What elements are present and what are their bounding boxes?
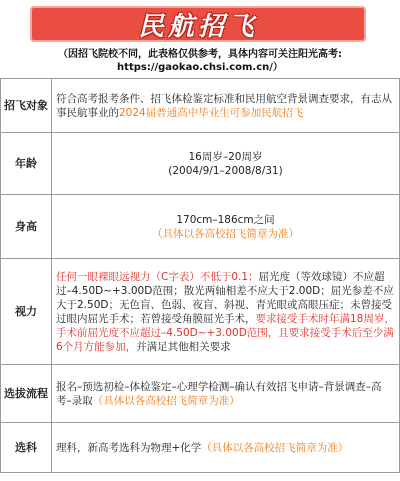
- process-note: （具体以各高校招飞简章为准）: [92, 394, 240, 407]
- value-age: [52, 133, 400, 195]
- label-age: 年龄: [1, 133, 52, 195]
- height-note: （具体以各高校招飞简章为准）: [152, 227, 299, 240]
- table-row-process: [1, 365, 400, 423]
- height-range: 170cm–186cm之间: [176, 213, 275, 226]
- vision-seg-1: 任何一眼裸眼远视力（C字表）不低于0.1；: [56, 270, 259, 283]
- value-subjects: [52, 423, 400, 473]
- label-subjects: 选科: [1, 423, 52, 473]
- vision-seg-3: 要求接受手术时年满18周岁，手术前屈光度不应超过–4.50D~+3.00D范围，且要求接受手术后至少满6个月方能参加，: [56, 312, 395, 353]
- title-banner: [30, 6, 366, 42]
- page-title: 民航招飞: [137, 11, 258, 42]
- label-vision: 视力: [1, 259, 52, 365]
- value-process: [52, 365, 400, 423]
- age-range: 16周岁–20周岁: [188, 150, 263, 163]
- target-highlight: 2024届普通高中毕业生可参加民航招飞: [119, 106, 304, 119]
- value-target: [52, 79, 400, 133]
- subjects-text: 理科，新高考选科为物理+化学: [56, 441, 202, 454]
- notice-link[interactable]: https://gaokao.chsi.com.cn/）: [117, 62, 283, 73]
- label-target: 招飞对象: [1, 79, 52, 133]
- recruitment-table: [0, 78, 400, 473]
- table-row-height: [1, 195, 400, 259]
- target-text: 符合高考报考条件、招飞体检鉴定标准和民用航空背景调查要求，有志从事民航事业的: [56, 92, 392, 119]
- table-row-age: [1, 133, 400, 195]
- table-row-vision: [1, 259, 400, 365]
- label-height: 身高: [1, 195, 52, 259]
- value-height: [52, 195, 400, 259]
- table-row-target: [1, 79, 400, 133]
- table-row-subjects: [1, 423, 400, 473]
- subjects-note: （具体以各高校招飞简章为准）: [201, 441, 349, 454]
- notice-line-1: （因招飞院校不同，此表格仅供参考，具体内容可关注阳光高考:: [58, 49, 342, 60]
- process-text: 报名–预选初检–体检鉴定–心理学检测–确认有效招飞申请–背景调查–高考–录取: [56, 380, 382, 407]
- vision-seg-2: 屈光度（等效球镜）不应超过–4.50D~+3.00D范围；散光两轴相差不应大于2.00D；屈光参差不应大于2.50D；无色盲、色弱、夜盲、斜视、青光眼或高眼压症；未曾接受过眼内屈光手术；若曾接受角膜屈光手术，: [56, 270, 394, 325]
- notice-text: [0, 48, 400, 74]
- value-vision: [52, 259, 400, 365]
- label-process: 选拔流程: [1, 365, 52, 423]
- age-dates: (2004/9/1–2008/8/31): [168, 164, 283, 177]
- vision-seg-4: 并满足其他相关要求: [136, 340, 231, 353]
